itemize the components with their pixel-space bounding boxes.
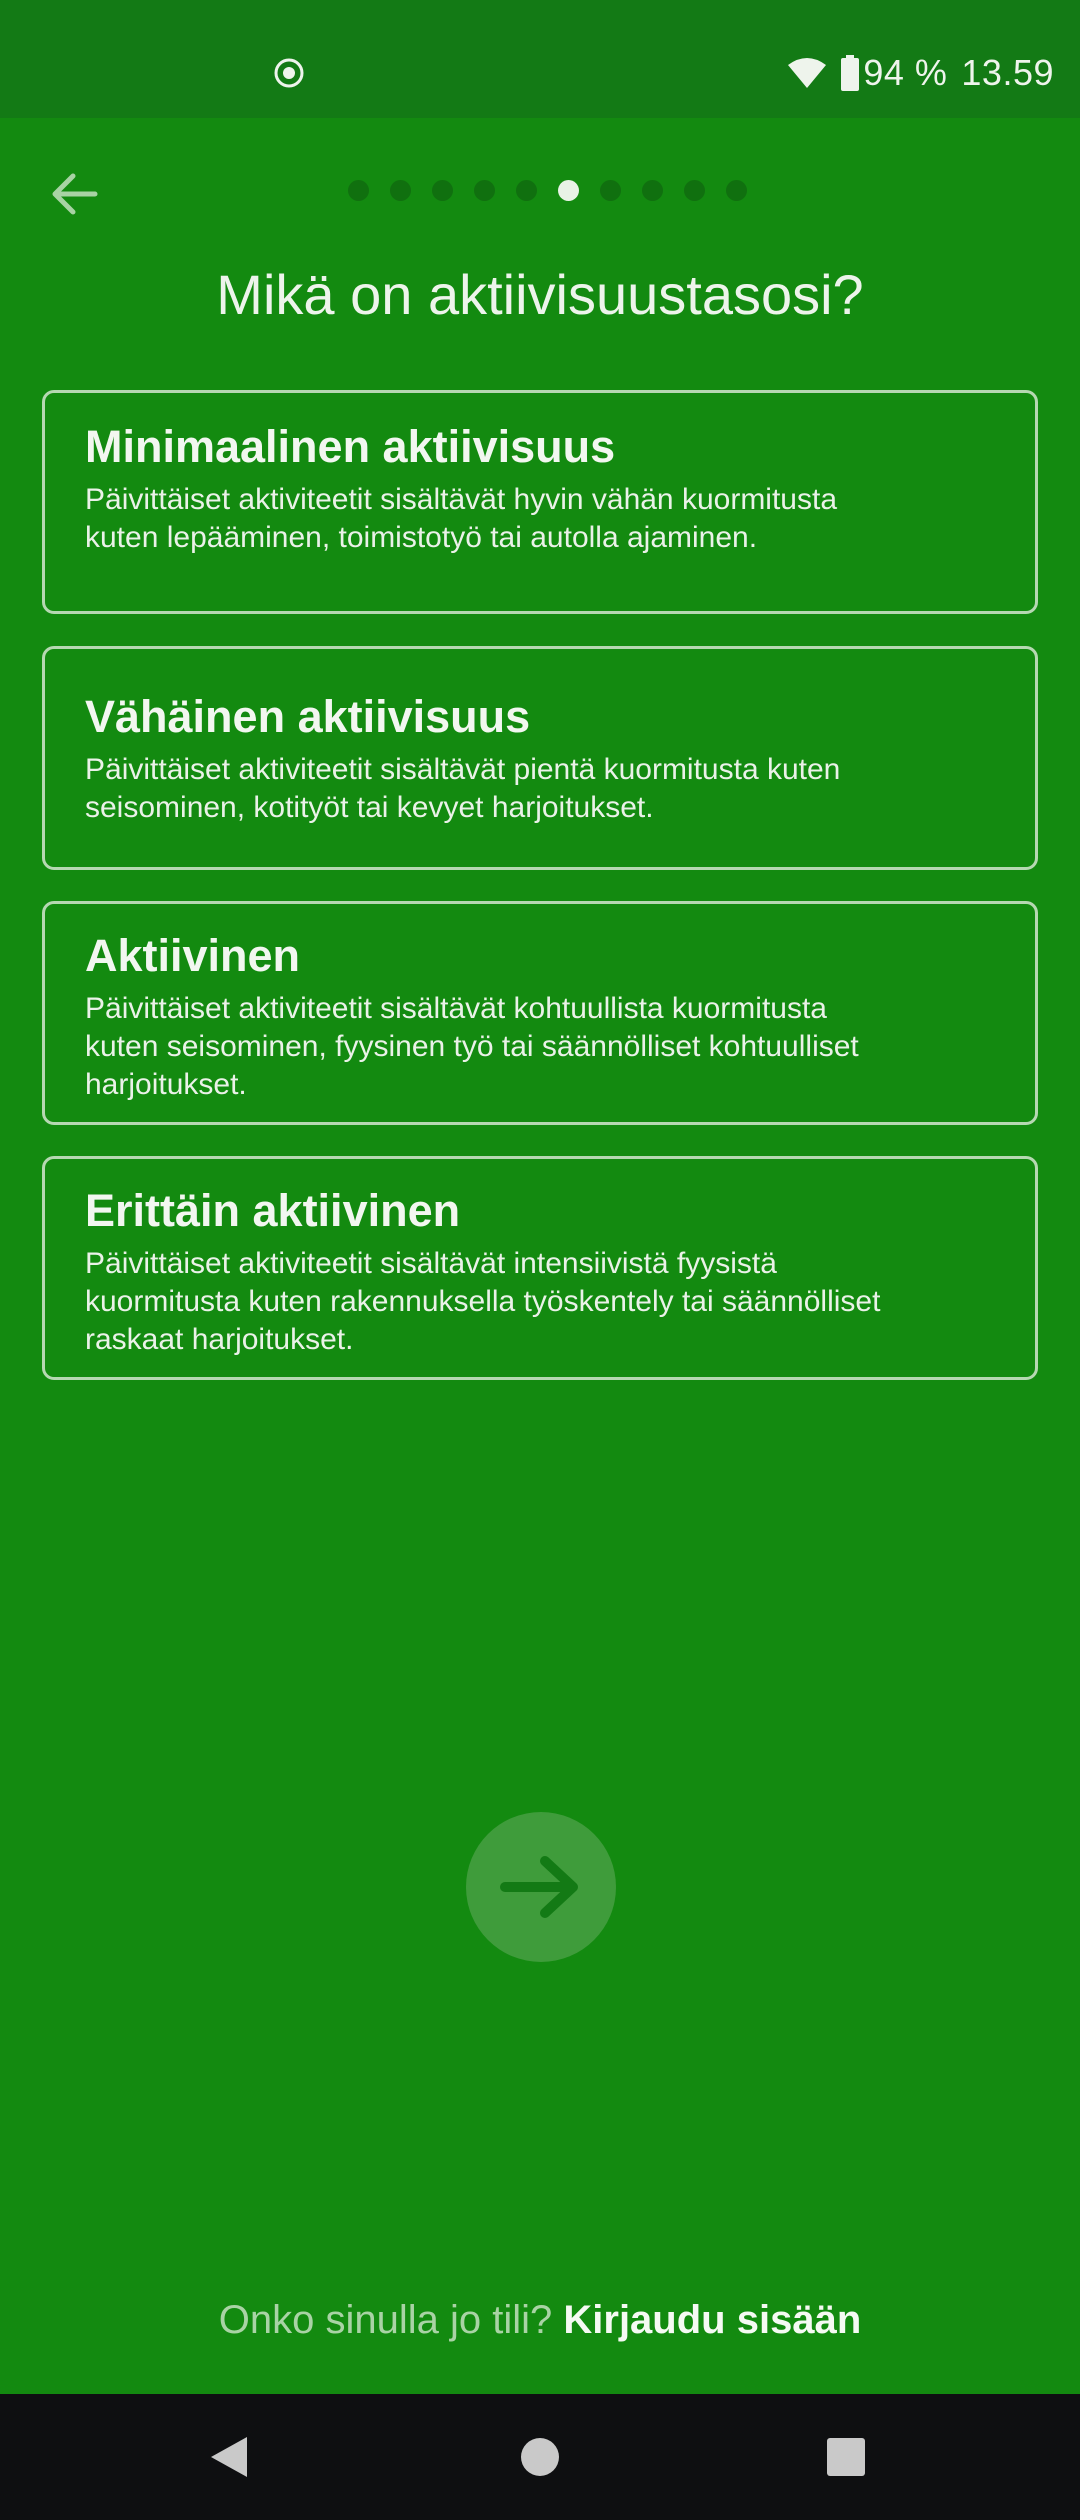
option-description: Päivittäiset aktiviteetit sisältävät intensiivistä fyysistä kuormitusta kuten rakennuksella työskentely tai säännölliset raskaat harjoitukset. [85, 1247, 881, 1356]
progress-dot [432, 180, 453, 201]
login-link[interactable]: Kirjaudu sisään [563, 2298, 862, 2342]
battery-icon [841, 55, 859, 91]
back-triangle-icon [207, 2433, 251, 2481]
option-active[interactable] [42, 901, 1038, 1125]
progress-dot [474, 180, 495, 201]
battery-percent: 94 % [863, 52, 948, 93]
option-title: Aktiivinen [85, 930, 301, 981]
option-title: Erittäin aktiivinen [85, 1185, 461, 1236]
status-bar [0, 0, 1080, 118]
arrow-right-icon [499, 1854, 583, 1920]
progress-dots [348, 180, 748, 202]
recents-square-icon [826, 2437, 866, 2477]
progress-dot [348, 180, 369, 201]
status-right [787, 46, 1054, 100]
option-low-activity[interactable] [42, 646, 1038, 870]
progress-dot-current [558, 180, 579, 201]
nav-home-button[interactable] [507, 2424, 573, 2490]
clock: 13.59 [961, 52, 1054, 93]
nav-back-button[interactable] [196, 2424, 262, 2490]
arrow-left-icon [49, 172, 99, 216]
page-title: Mikä on aktiivisuustasosi? [216, 263, 864, 326]
login-prompt-text: Onko sinulla jo tili? [218, 2298, 553, 2342]
screen-record-icon [272, 56, 306, 90]
wifi-icon [787, 56, 827, 90]
progress-dot [600, 180, 621, 201]
option-description: Päivittäiset aktiviteetit sisältävät pientä kuormitusta kuten seisominen, kotityöt tai kevyet harjoitukset. [85, 753, 841, 824]
next-button[interactable] [466, 1812, 616, 1962]
option-description: Päivittäiset aktiviteetit sisältävät kohtuullista kuormitusta kuten seisominen, fyysinen työ tai säännölliset kohtuulliset harjoitukset. [85, 992, 859, 1101]
home-circle-icon [520, 2437, 560, 2477]
option-title: Vähäinen aktiivisuus [85, 691, 531, 742]
option-title: Minimaalinen aktiivisuus [85, 421, 616, 472]
progress-dot [516, 180, 537, 201]
progress-dot [726, 180, 747, 201]
nav-recents-button[interactable] [813, 2424, 879, 2490]
progress-dot [684, 180, 705, 201]
option-very-active[interactable] [42, 1156, 1038, 1380]
back-button[interactable] [40, 160, 108, 228]
system-nav-bar [0, 2394, 1080, 2520]
progress-dot [390, 180, 411, 201]
option-description: Päivittäiset aktiviteetit sisältävät hyvin vähän kuormitusta kuten lepääminen, toimistotyö tai autolla ajaminen. [85, 483, 838, 554]
option-minimal-activity[interactable] [42, 390, 1038, 614]
progress-dot [642, 180, 663, 201]
login-prompt [0, 2298, 1080, 2343]
